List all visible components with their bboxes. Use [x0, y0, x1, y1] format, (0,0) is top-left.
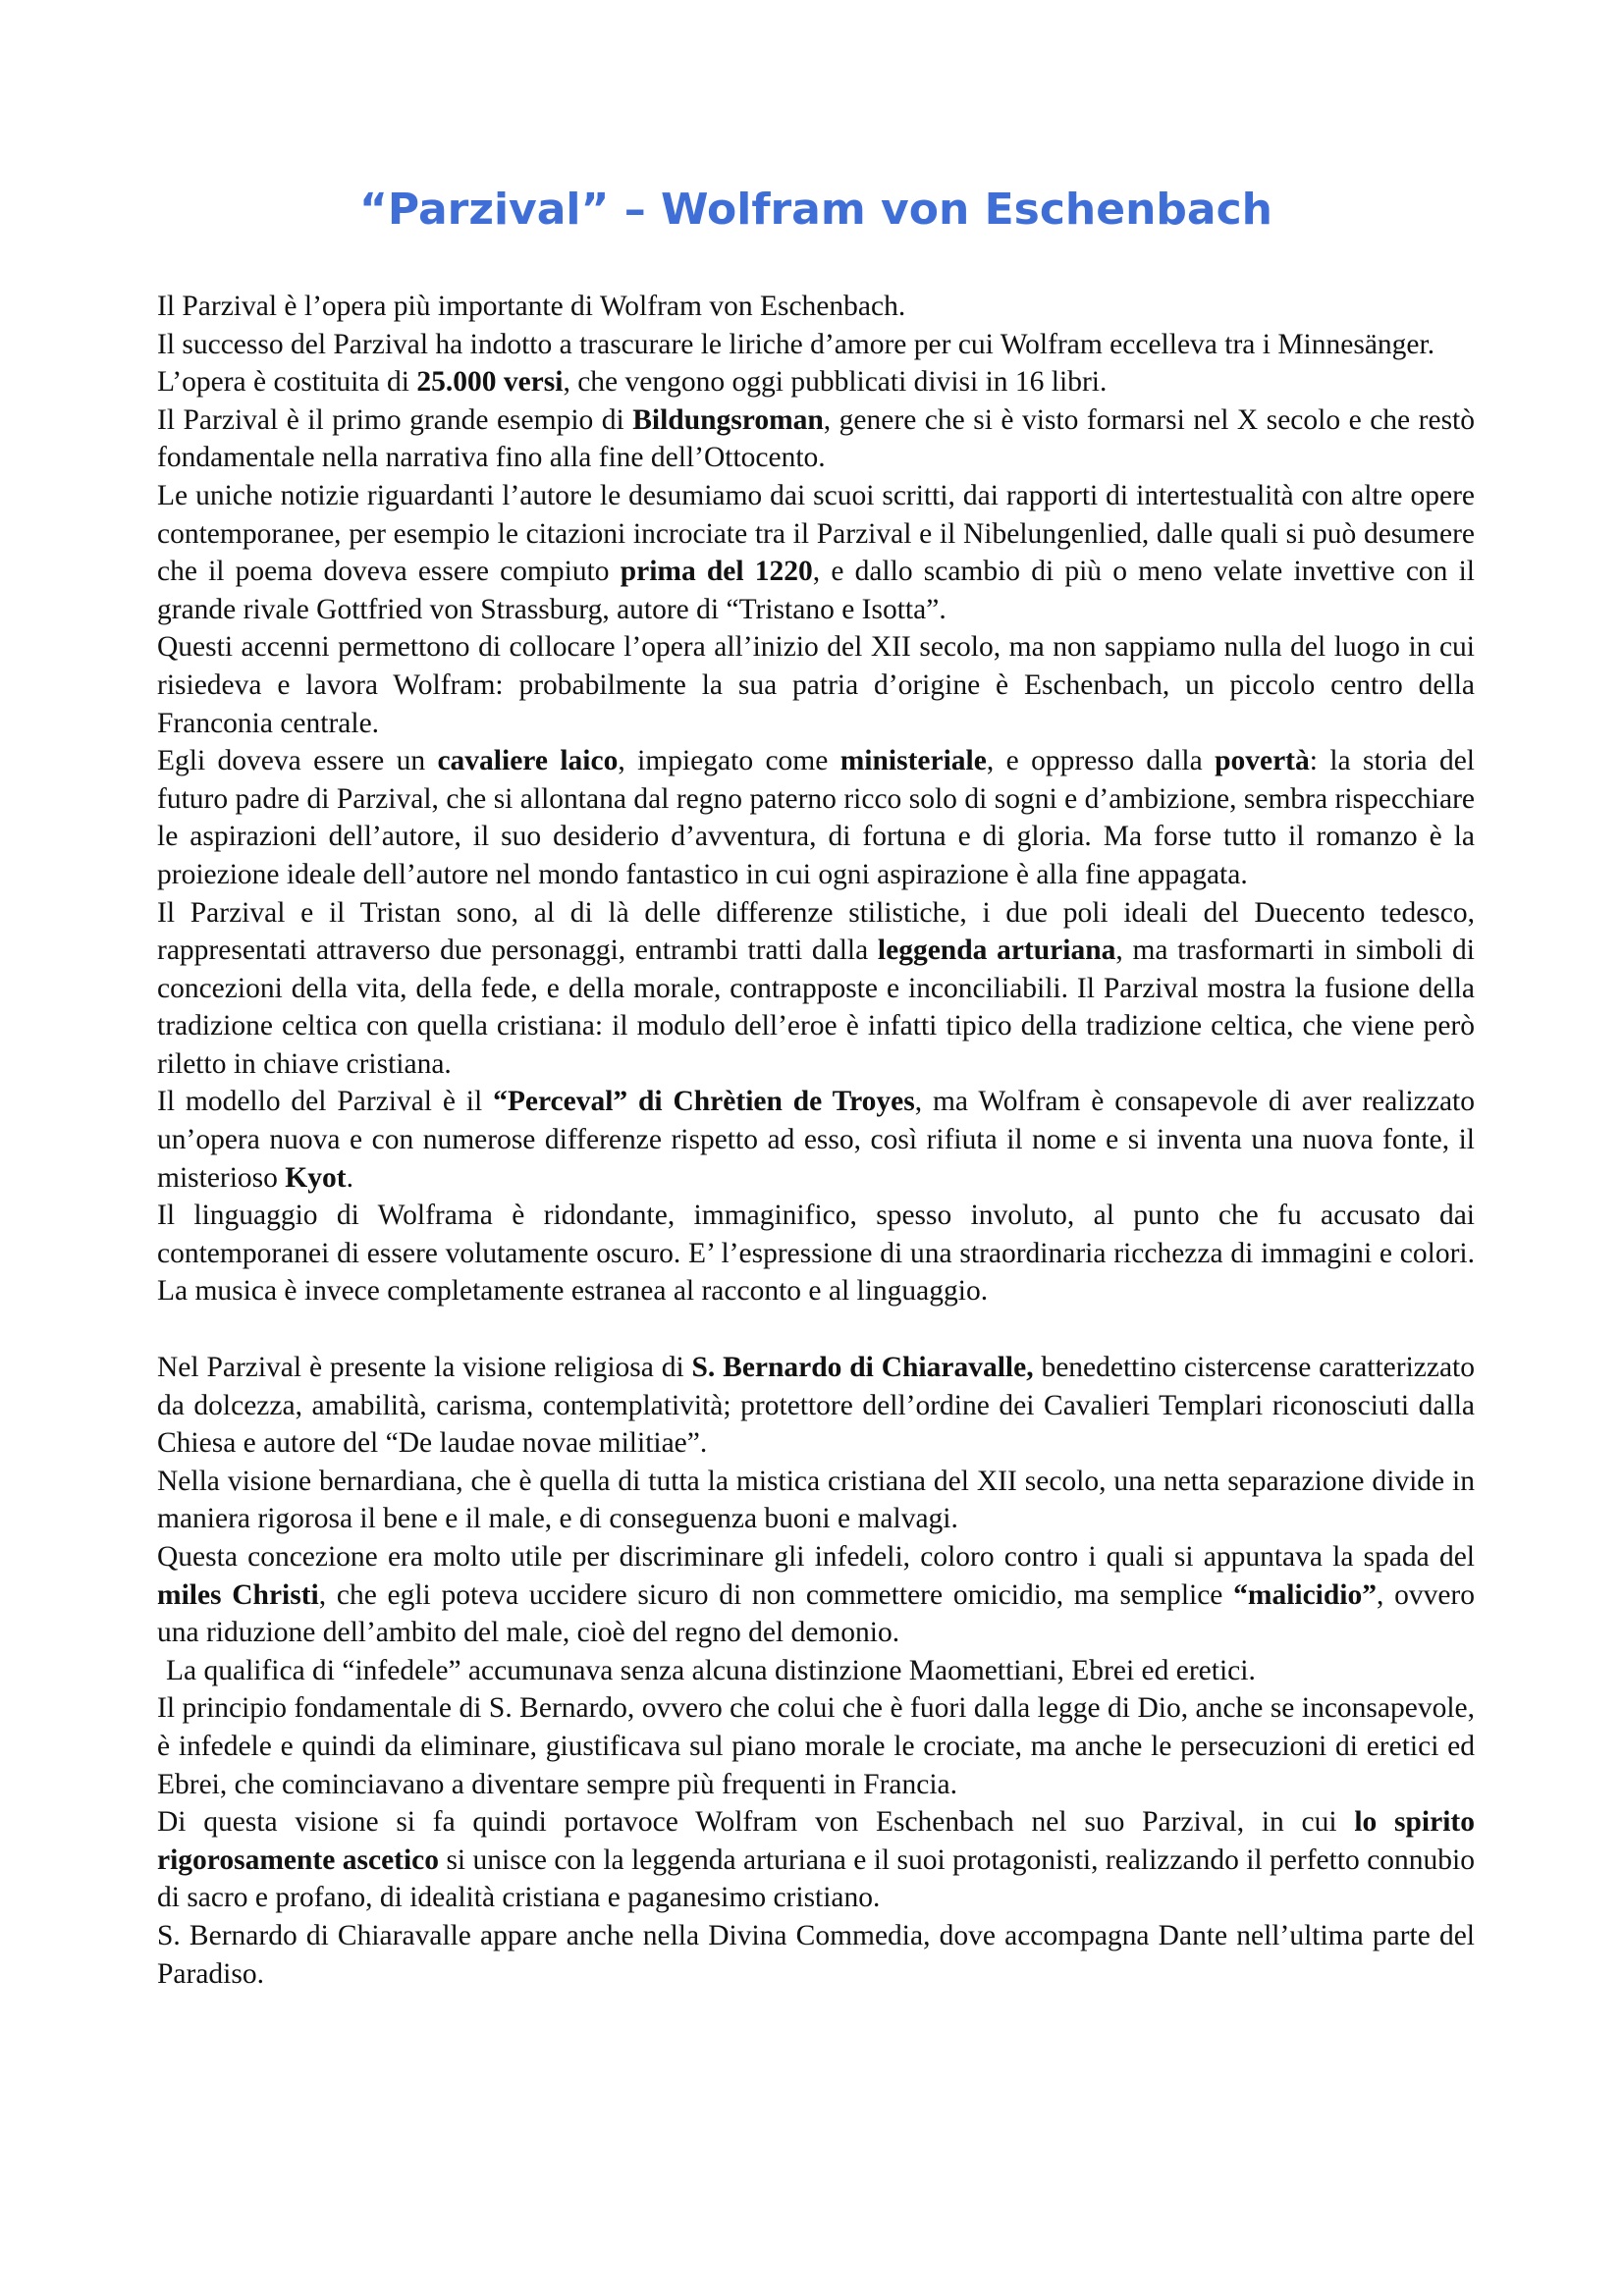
bold-text: “Perceval” di Chrètien de Troyes: [493, 1086, 915, 1118]
bold-text: ministeriale: [839, 745, 987, 777]
bold-text: 25.000 versi: [416, 366, 564, 399]
text-run: , e dallo scambio di più o meno velate invettive con il grande rivale Gottfried von Strassburg, autore di “Tristano e Isotta”.: [157, 556, 1475, 625]
bold-text: “malicidio”: [1233, 1578, 1377, 1611]
text-run: , impiegato come: [618, 745, 840, 777]
bold-text: povertà: [1215, 745, 1310, 777]
paragraph: [157, 1083, 1475, 1197]
bold-text: Kyot: [285, 1161, 347, 1194]
text-run: : la storia del futuro padre di Parzival, che si allontana dal regno paterno ricco solo di sogni e d’ambizione, sembra rispecchiare le aspirazioni dell’autore, il suo desiderio d’avventura, di fortuna e di gloria. Ma forse tutto il romanzo è la proiezione ideale dell’autore nel mondo fantastico in cui ogni aspirazione è alla fine appagata.: [157, 745, 1475, 890]
paragraph: [157, 742, 1475, 893]
bold-text: prima del 1220: [620, 556, 813, 588]
text-run: Il Parzival è il primo grande esempio di: [157, 403, 633, 436]
paragraph: Questi accenni permettono di collocare l’opera all’inizio del XII secolo, ma non sappiamo nulla del luogo in cui risiedeva e lavora Wolfram: probabilmente la sua patria d’origine è Eschenbach, un piccolo centro della Franconia centrale.: [157, 631, 1475, 739]
paragraph: [157, 363, 1475, 401]
paragraph: Il principio fondamentale di S. Bernardo, ovvero che colui che è fuori dalla legge di Dio, anche se inconsapevole, è infedele e quindi da eliminare, giustificava sul piano morale le crociate, ma anche le persecuzioni di eretici ed Ebrei, che cominciavano a diventare sempre più frequenti in Francia.: [157, 1692, 1475, 1800]
paragraph-spacer: [157, 1310, 1475, 1349]
text-run: Questa concezione era molto utile per discriminare gli infedeli, coloro contro i quali si appuntava la spada del: [157, 1541, 1475, 1573]
text-run: .: [346, 1161, 353, 1194]
text-run: , ovvero una riduzione dell’ambito del male, cioè del regno del demonio.: [157, 1578, 1475, 1649]
paragraph: Il linguaggio di Wolframa è ridondante, immaginifico, spesso involuto, al punto che fu accusato dai contemporanei di essere volutamente oscuro. E’ l’espressione di una straordinaria ricchezza di immagini e colori. La musica è invece completamente estranea al racconto e al linguaggio.: [157, 1200, 1475, 1308]
text-run: , che egli poteva uccidere sicuro di non commettere omicidio, ma semplice: [318, 1578, 1234, 1611]
text-run: , ma trasformarti in simboli di concezioni della vita, della fede, e della morale, contrapposte e inconciliabili. Il Parzival mostra la fusione della tradizione celtica con quella cristiana: il modulo dell’eroe è infatti tipico della tradizione celtica, che viene però riletto in chiave cristiana.: [157, 934, 1475, 1080]
document-body: [157, 288, 1475, 1993]
bold-text: leggenda arturiana: [877, 934, 1116, 967]
text-run: , genere che si è visto formarsi nel X secolo e che restò fondamentale nella narrativa fino alla fine dell’Ottocento.: [157, 403, 1476, 474]
document-page: [157, 182, 1475, 1993]
text-run: , che vengono oggi pubblicati divisi in 16 libri.: [563, 366, 1108, 399]
paragraph: S. Bernardo di Chiaravalle appare anche nella Divina Commedia, dove accompagna Dante nell’ultima parte del Paradiso.: [157, 1919, 1475, 1990]
text-run: si unisce con la leggenda arturiana e il suoi protagonisti, realizzando il perfetto connubio di sacro e profano, di idealità cristiana e paganesimo cristiano.: [157, 1843, 1475, 1914]
text-run: benedettino cistercense caratterizzato da dolcezza, amabilità, carisma, contemplatività; protettore dell’ordine dei Cavalieri Templari riconosciuti dalla Chiesa e autore del “De laudae novae militiae”.: [157, 1352, 1476, 1460]
bold-text: Bildungsroman: [632, 403, 824, 436]
text-run: Le uniche notizie riguardanti l’autore le desumiamo dai scuoi scritti, dai rapporti di intertestualità con altre opere contemporanee, per esempio le citazioni incrociate tra il Parzival e il Nibelungenlied, dalle quali si può desumere che il poema doveva essere compiuto: [157, 479, 1475, 588]
text-run: Il Parzival e il Tristan sono, al di là delle differenze stilistiche, i due poli ideali del Duecento tedesco, rappresentati attraverso due personaggi, entrambi tratti dalla: [157, 896, 1475, 967]
paragraph: Il successo del Parzival ha indotto a trascurare le liriche d’amore per cui Wolfram eccelleva tra i Minnesänger.: [157, 328, 1435, 360]
paragraph: [157, 1538, 1475, 1652]
paragraph: [157, 894, 1475, 1084]
document-title: “Parzival” – Wolfram von Eschenbach: [358, 185, 1272, 235]
bold-text: S. Bernardo di Chiaravalle,: [691, 1352, 1034, 1384]
text-run: Di questa visione si fa quindi portavoce Wolfram von Eschenbach nel suo Parzival, in cui: [157, 1806, 1355, 1839]
text-run: Nel Parzival è presente la visione religiosa di: [157, 1352, 692, 1384]
bold-text: miles Christi: [157, 1578, 319, 1611]
paragraph: La qualifica di “infedele” accumunava senza alcuna distinzione Maomettiani, Ebrei ed eretici.: [166, 1654, 1256, 1686]
text-run: , ma Wolfram è consapevole di aver realizzato un’opera nuova e con numerose differenze rispetto ad esso, così rifiuta il nome e si inventa una nuova fonte, il misterioso: [157, 1086, 1475, 1194]
paragraph: [157, 477, 1475, 628]
bold-text: cavaliere laico: [437, 745, 619, 777]
text-run: , e oppresso dalla: [986, 745, 1216, 777]
paragraph: [157, 1803, 1475, 1917]
text-run: Il modello del Parzival è il: [157, 1086, 494, 1118]
paragraph: Il Parzival è l’opera più importante di Wolfram von Eschenbach.: [157, 291, 906, 322]
text-run: Egli doveva essere un: [157, 745, 438, 777]
paragraph: [157, 1349, 1475, 1463]
paragraph: [157, 401, 1475, 477]
bold-text: lo spirito rigorosamente ascetico: [157, 1806, 1475, 1876]
paragraph: Nella visione bernardiana, che è quella di tutta la mistica cristiana del XII secolo, una netta separazione divide in maniera rigorosa il bene e il male, e di conseguenza buoni e malvagi.: [157, 1465, 1475, 1535]
text-run: L’opera è costituita di: [157, 366, 417, 399]
